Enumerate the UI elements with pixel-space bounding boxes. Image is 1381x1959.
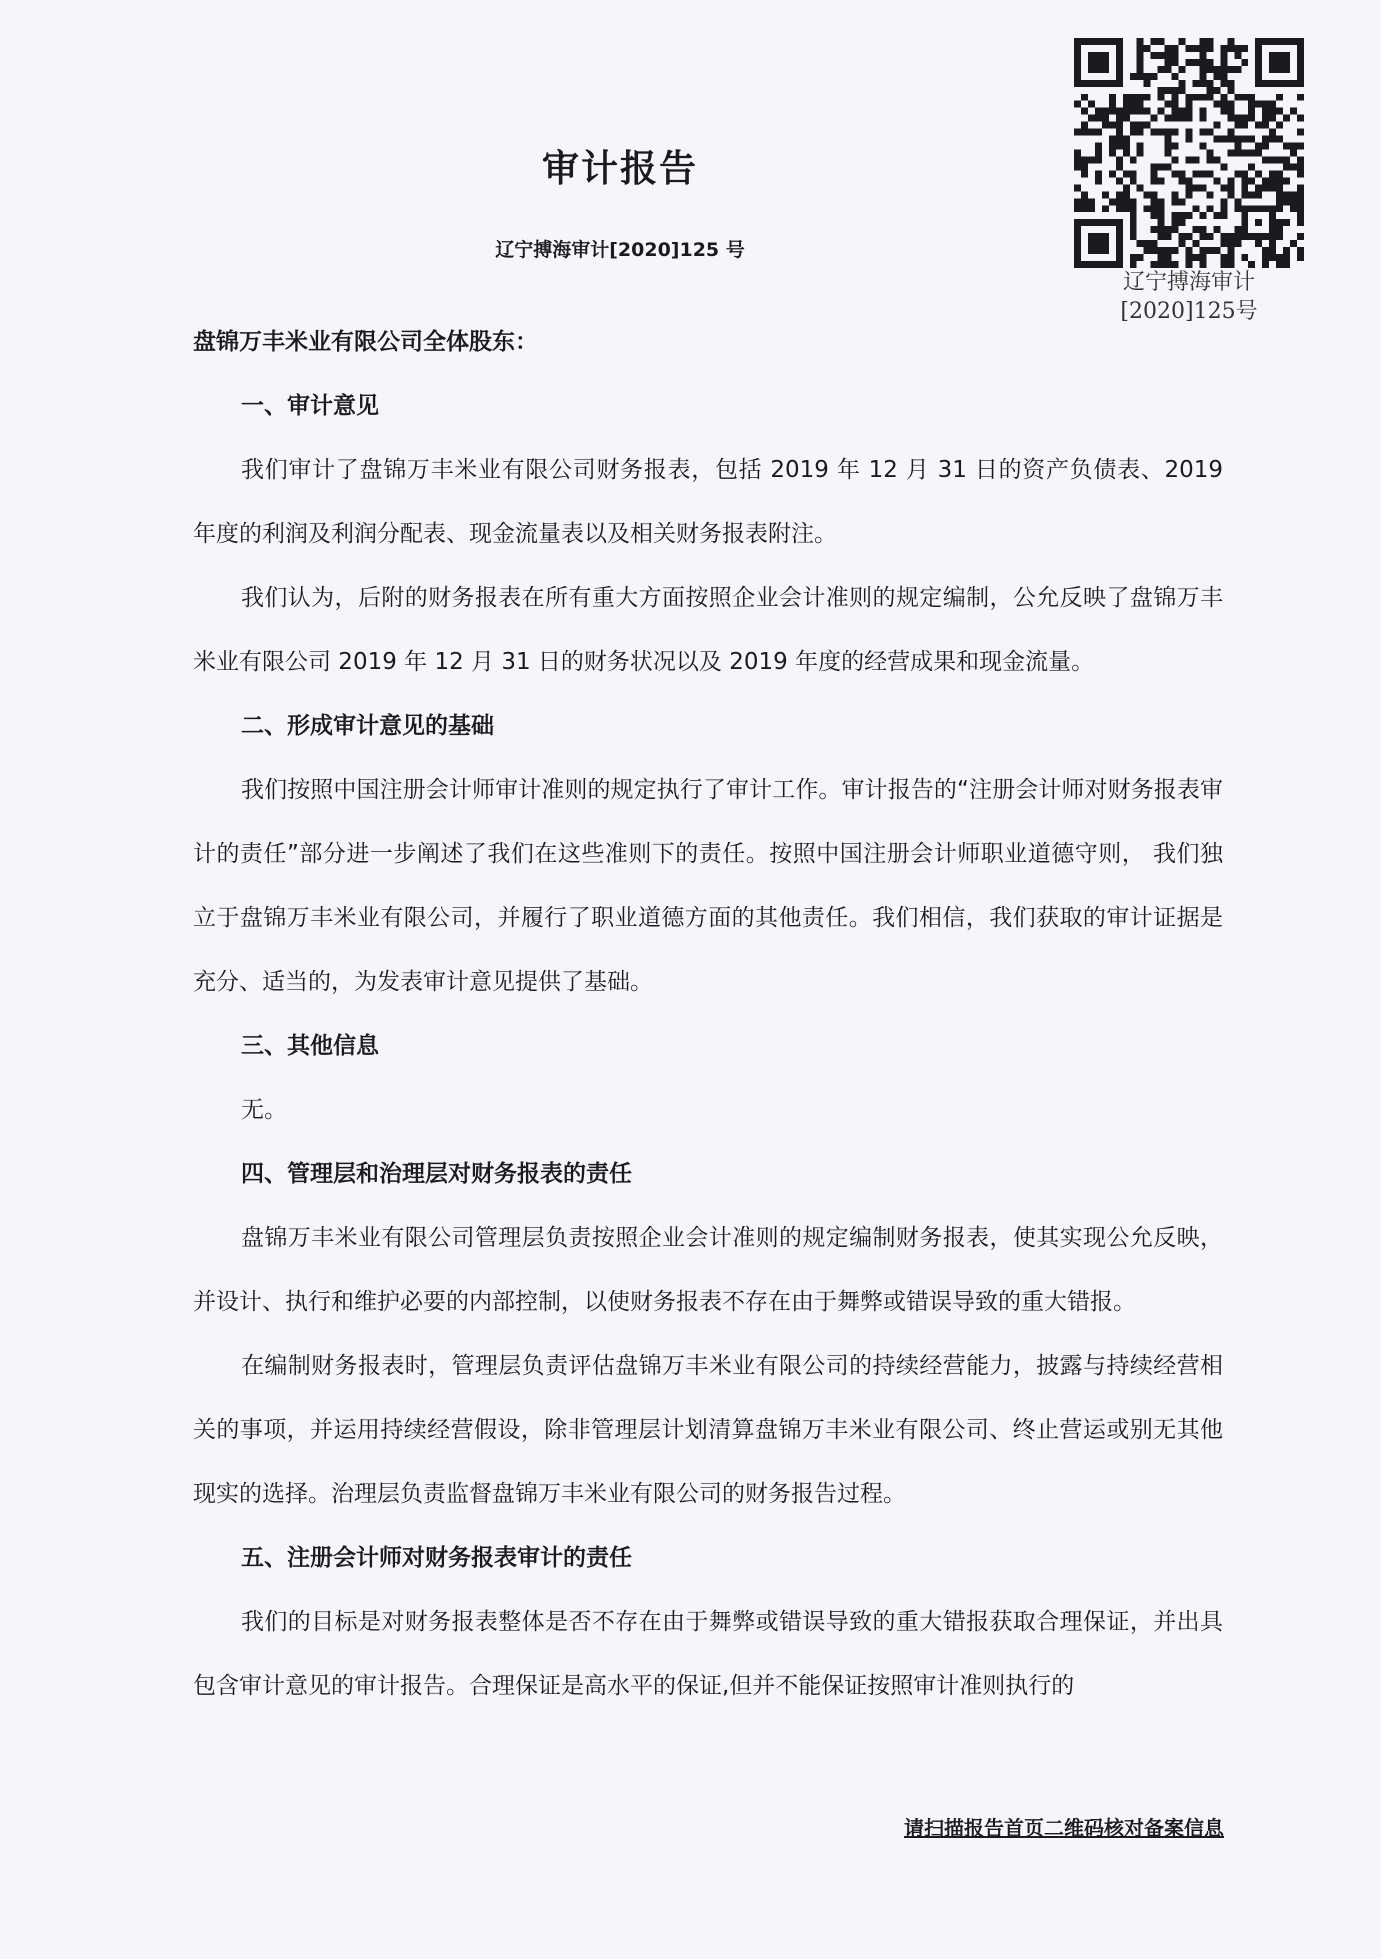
report-body	[193, 310, 1223, 1718]
paragraph: 我们按照中国注册会计师审计准则的规定执行了审计工作。审计报告的“注册会计师对财务报表审计的责任”部分进一步阐述了我们在这些准则下的责任。按照中国注册会计师职业道德守则， 我们独立于盘锦万丰米业有限公司，并履行了职业道德方面的其他责任。我们相信，我们获取的审计证据是充分、适当的，为发表审计意见提供了基础。	[193, 777, 1223, 995]
section-heading-basis: 二、形成审计意见的基础	[241, 713, 494, 739]
footer-note: 请扫描报告首页二维码核对备案信息	[904, 1816, 1224, 1840]
paragraph: 在编制财务报表时，管理层负责评估盘锦万丰米业有限公司的持续经营能力，披露与持续经营相关的事项，并运用持续经营假设，除非管理层计划清算盘锦万丰米业有限公司、终止营运或别无其他现实的选择。治理层负责监督盘锦万丰米业有限公司的财务报告过程。	[193, 1353, 1223, 1507]
paragraph: 无。	[241, 1097, 287, 1123]
paragraph: 我们的目标是对财务报表整体是否不存在由于舞弊或错误导致的重大错报获取合理保证，并出具包含审计意见的审计报告。合理保证是高水平的保证,但并不能保证按照审计准则执行的	[193, 1609, 1223, 1699]
addressee: 盘锦万丰米业有限公司全体股东：	[193, 329, 538, 355]
paragraph: 盘锦万丰米业有限公司管理层负责按照企业会计准则的规定编制财务报表，使其实现公允反映，并设计、执行和维护必要的内部控制，以使财务报表不存在由于舞弊或错误导致的重大错报。	[193, 1225, 1223, 1315]
section-heading-audit-opinion: 一、审计意见	[241, 393, 379, 419]
qr-code-graphic	[1074, 38, 1304, 268]
paragraph: 我们认为，后附的财务报表在所有重大方面按照企业会计准则的规定编制，公允反映了盘锦万丰米业有限公司 2019 年 12 月 31 日的财务状况以及 2019 年度的经营成果和现金流量。	[193, 585, 1223, 675]
paragraph: 我们审计了盘锦万丰米业有限公司财务报表，包括 2019 年 12 月 31 日的资产负债表、2019 年度的利润及利润分配表、现金流量表以及相关财务报表附注。	[193, 457, 1223, 547]
qr-code-icon	[1074, 38, 1304, 268]
section-heading-management: 四、管理层和治理层对财务报表的责任	[241, 1161, 632, 1187]
section-heading-auditor: 五、注册会计师对财务报表审计的责任	[241, 1545, 632, 1571]
report-title: 审计报告	[542, 147, 698, 190]
qr-caption-line1: 辽宁搏海审计	[1122, 270, 1255, 295]
report-number: 辽宁搏海审计[2020]125 号	[495, 239, 745, 261]
section-heading-other-info: 三、其他信息	[241, 1033, 379, 1059]
qr-caption-line2: [2020]125号	[1120, 299, 1258, 324]
